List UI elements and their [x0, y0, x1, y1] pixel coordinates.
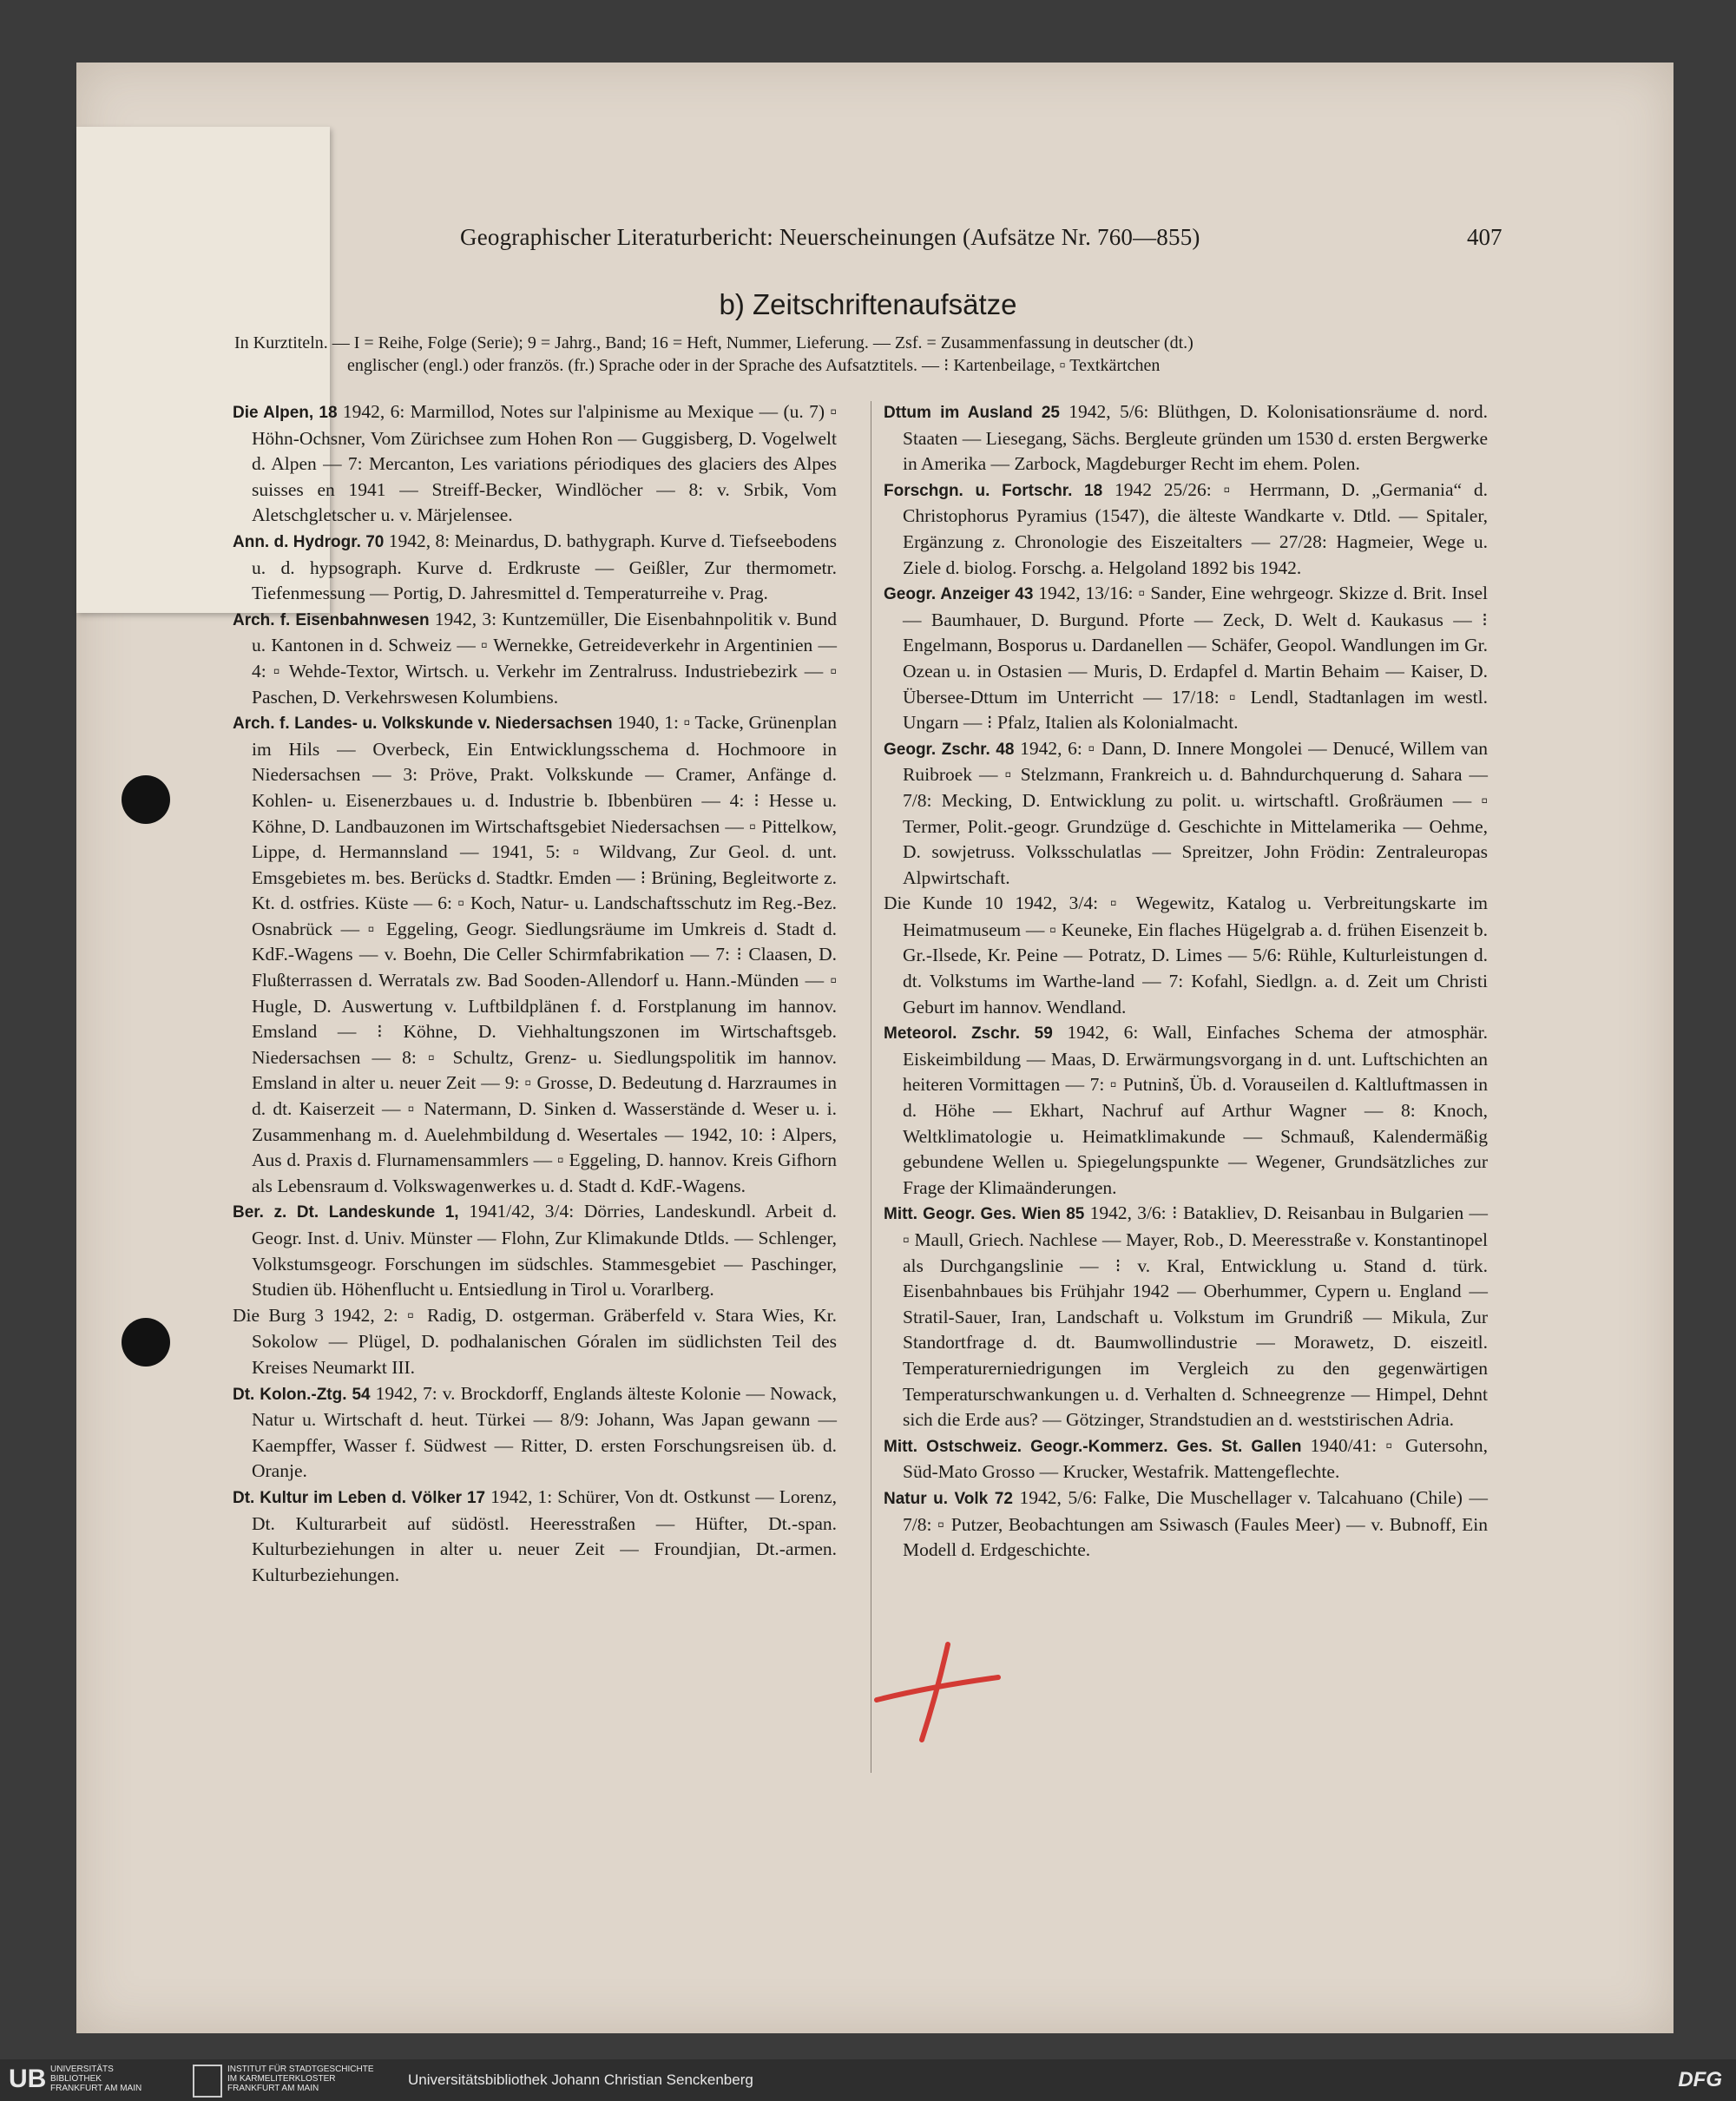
journal-title: Ann. d. Hydrogr. 70 [233, 532, 385, 551]
institute-emblem-icon [193, 2065, 222, 2098]
entry-text: 1942, 1: Schürer, Von dt. Ostkunst — Lorenz, Dt. Kulturarbeit auf südöstl. Heeresstraßen — Hüfter, Dt.-span. Kulturbeziehungen in alter u. neuer Zeit — Froundjian, Dt.-armen. Kulturbeziehungen. [252, 1485, 837, 1585]
entry-text: 1941/42, 3/4: Dörries, Landeskundl. Arbeit d. Geogr. Inst. d. Univ. Münster — Flohn, Zur Klimakunde Dtlds. — Schlenger, Volkstumsgeogr. Forschungen im südschles. Stammesgebiet — Paschinger, Studien üb. Höhenflucht u. Entsiedlung in Tirol u. Vorarlberg. [252, 1201, 837, 1301]
right-column [884, 399, 1488, 1564]
bibliography-entry [233, 607, 837, 710]
library-name: Universitätsbibliothek Johann Christian Senckenberg [408, 2071, 753, 2088]
journal-title: Dttum im Ausland 25 [884, 404, 1060, 422]
bibliography-entry [233, 1199, 837, 1302]
entry-text: 1942, 6: Marmillod, Notes sur l'alpinisme au Mexique — (u. 7) ▫ Höhn-Ochsner, Vom Zürichsee zum Hohen Ron — Guggisberg, D. Vogelwelt d. Alpen — 7: Mercanton, Les variations périodiques des glaciers des Alpes suisses en 1941 — Streiff-Becker, Windlöcher — 8: v. Srbik, Vom Aletschgletscher u. v. Märjelensee. [252, 401, 837, 526]
entry-text: 1940, 1: ▫ Tacke, Grünenplan im Hils — Overbeck, Ein Entwicklungsschema d. Hochmoore in Niedersachsen — 3: Pröve, Prakt. Volkskunde — Cramer, Anfänge d. Kohlen- u. Eisenerzbaues u. d. Industrie b. Ibbenbüren — 4: ⁝ Hesse u. Köhne, D. Landbauzonen im Wirtschaftsgebiet Niedersachsen — ▫ Pittelkow, Lippe, d. Hermannsland — 1941, 5: ▫ Wildvang, Zur Geol. d. unt. Emsgebietes m. bes. Berücks d. Stadtkr. Emden — ⁝ Brüning, Begleitworte z. Kt. d. ostfries. Küste — 6: ▫ Koch, Natur- u. Landschaftsschutz im Reg.-Bez. Osnabrück — ▫ Eggeling, Geogr. Siedlungsräume im Umkreis d. Stadt d. KdF.-Wagens — v. Boehn, Die Celler Schirmfabrikation — 7: ⁝ Claasen, D. Flußterrassen d. Werratals zw. Bad Sooden-Allendorf u. Hann.-Münden — ▫ Hugle, D. Auswertung v. Luftbildplänen f. d. Forstplanung im hannov. Emsland — ⁝ Köhne, D. Viehhaltungszonen im Wirtschaftsgeb. Niedersachsen — 8: ▫ Schultz, Grenz- u. Siedlungspolitik im hannov. Emsland in alter u. neuer Zeit — 9: ▫ Grosse, D. Bedeutung d. Harzraumes in d. dt. Kaiserzeit — ▫ Natermann, D. Sinken d. Wasserstände d. Weser u. i. Zusammenhang m. d. Auelehmbildung d. Wesertales — 1942, 10: ⁝ Alpers, Aus d. Praxis d. Flurnamensammlers — ▫ Eggeling, D. hannov. Kreis Gifhorn als Lebensraum d. Volkswagenwerkes u. d. Stadt d. KdF.-Wagens. [252, 712, 837, 1196]
journal-title: Arch. f. Eisenbahnwesen [233, 610, 430, 629]
ub-logo: UB [9, 2065, 47, 2093]
journal-title: Meteorol. Zschr. 59 [884, 1024, 1053, 1044]
entry-text: 1942, 3: Kuntzemüller, Die Eisenbahnpolitik v. Bund u. Kantonen in d. Schweiz — ▫ Wernekke, Getreideverkehr in Argentinien — 4: ▫ Wehde-Textor, Wirtsch. u. Verkehr im Zentralruss. Industriebezirk — ▫ Paschen, D. Verkehrswesen Kolumbiens. [252, 608, 837, 708]
running-head: Geographischer Literaturbericht: Neuerscheinungen (Aufsätze Nr. 760—855) [460, 224, 1200, 250]
entry-text: 1942, 6: Wall, Einfaches Schema der atmosphär. Eiskeimbildung — Maas, D. Erwärmungsvorgang in d. unt. Luftschichten an heiteren Vormittagen — 7: ▫ Putninš, Üb. d. Vorauseilen d. Kaltluftmassen in d. Höhe — Ekhart, Nachruf auf Arthur Wagner — 8: Knoch, Weltklimatologie u. Heimatklimakunde — Schmauß, Kalendermäßig gebundene Wellen u. Spiegelungspunkte — Wegener, Grundsätzliches zur Frage der Klimaänderungen. [903, 1022, 1488, 1198]
bibliography-entry [233, 1485, 837, 1588]
bibliography-entry [884, 736, 1488, 892]
legend-line-2: englischer (engl.) oder französ. (fr.) Sprache oder in der Sprache des Aufsatztitels. — ⁝ Kartenbeilage, ▫ Textkärtchen [347, 356, 1161, 375]
ub-name: UNIVERSITÄTS BIBLIOTHEK FRANKFURT AM MAIN [50, 2065, 142, 2093]
bibliography-entry [233, 1381, 837, 1485]
pencil-cross-mark [868, 1639, 1007, 1743]
bibliography-entry [233, 529, 837, 607]
section-title: b) Zeitschriftenaufsätze [719, 288, 1017, 320]
bibliography-entry [233, 399, 837, 529]
journal-title: Mitt. Ostschweiz. Geogr.-Kommerz. Ges. St. Gallen [884, 1437, 1302, 1456]
bibliography-entry [233, 1303, 837, 1381]
bibliography-entry [884, 399, 1488, 478]
bibliography-entry [884, 1020, 1488, 1201]
abbreviation-legend [234, 332, 1397, 377]
journal-title: Arch. f. Landes- u. Volkskunde v. Niedersachsen [233, 715, 613, 734]
legend-line-1: In Kurztiteln. — I = Reihe, Folge (Serie); 9 = Jahrg., Band; 16 = Heft, Nummer, Lieferung. — Zsf. = Zusammenfassung in deutscher (dt.) [234, 333, 1194, 352]
page-number: 407 [1467, 224, 1503, 250]
entry-text: 1942, 8: Meinardus, D. bathygraph. Kurve d. Tiefseebodens u. d. hypsograph. Kurve d. Erdkruste — Geißler, Zur thermometr. Tiefenmessung — Portig, D. Jahresmittel d. Temperaturreihe v. Prag. [252, 530, 837, 604]
journal-title: Dt. Kolon.-Ztg. 54 [233, 1385, 371, 1404]
journal-title: Dt. Kultur im Leben d. Völker 17 [233, 1488, 486, 1507]
journal-title: Forschgn. u. Fortschr. 18 [884, 481, 1103, 500]
entry-text: 1942, 6: ▫ Dann, D. Innere Mongolei — Denucé, Willem van Ruibroek — ▫ Stelzmann, Frankreich u. d. Bahndurchquerung d. Sahara — 7/8: Mecking, D. Entwicklung zu polit. u. wirtschaftl. Großräumen — ▫ Termer, Polit.-geogr. Grundzüge d. Geschichte in Mittelamerika — Oehme, D. sowjetruss. Volksschulatlas — Spreitzer, John Frödin: Zentraleuropas Alpwirtschaft. [903, 737, 1488, 888]
left-column [233, 399, 837, 1588]
entry-text: Die Burg 3 1942, 2: ▫ Radig, D. ostgerman. Gräberfeld v. Stara Wies, Kr. Sokolow — Plügel, D. podhalanischen Góralen im südlichsten Teil des Kreises Neumarkt III. [233, 1304, 837, 1378]
bibliography-entry [233, 710, 837, 1199]
punch-hole-upper [122, 775, 170, 824]
bibliography-entry [884, 1433, 1488, 1485]
journal-title: Die Alpen, 18 [233, 404, 338, 422]
entry-text: 1940/41: ▫ Gutersohn, Süd-Mato Grosso — Krucker, Westafrik. Mattengeflechte. [903, 1434, 1488, 1483]
journal-title: Geogr. Anzeiger 43 [884, 585, 1034, 604]
entry-text: 1942, 5/6: Falke, Die Muschellager v. Talcahuano (Chile) — 7/8: ▫ Putzer, Beobachtungen am Ssiwasch (Faules Meer) — v. Bubnoff, Ein Modell d. Erdgeschichte. [903, 1486, 1488, 1561]
institute-name: INSTITUT FÜR STADTGESCHICHTE IM KARMELITERKLOSTER FRANKFURT AM MAIN [227, 2065, 374, 2093]
entry-text: 1942, 5/6: Blüthgen, D. Kolonisationsräume d. nord. Staaten — Liesegang, Sächs. Bergleute gründen um 1530 d. ersten Bergwerke in Amerika — Zarbock, Magdeburger Recht im ehem. Polen. [903, 401, 1488, 475]
bibliography-entry [884, 1201, 1488, 1432]
bibliography-entry [884, 891, 1488, 1020]
entry-text: 1942 25/26: ▫ Herrmann, D. „Germania“ d. Christophorus Pyramius (1547), die älteste Wandkarte v. Dtld. — Spitaler, Ergänzung z. Chronologie des Eiszeitalters — 27/28: Hagmeier, Wege u. Ziele d. biolog. Forschg. a. Helgoland 1892 bis 1942. [903, 478, 1488, 578]
footer-bar [0, 2059, 1736, 2101]
dfg-logo: DFG [1678, 2068, 1722, 2091]
punch-hole-lower [122, 1318, 170, 1367]
journal-title: Mitt. Geogr. Ges. Wien 85 [884, 1205, 1085, 1224]
journal-title: Geogr. Zschr. 48 [884, 740, 1015, 759]
entry-text: 1942, 3/6: ⁝ Batakliev, D. Reisanbau in Bulgarien — ▫ Maull, Griech. Nachlese — Mayer, Rob., D. Meeresstraße v. Konstantinopel als Durchgangslinie — ⁝ v. Kral, Entwicklung u. Stand d. türk. Eisenbahnbaues bis Frühjahr 1942 — Oberhummer, Cypern u. England — Stratil-Sauer, Iran, Landschaft u. Volkstum im Grundriß — Mikula, Zur Standortfrage d. dt. Baumwollindustrie — Morawetz, D. eiszeitl. Temperaturerniedrigungen im Vergleich zu den gegenwärtigen Temperaturschwankungen u. d. Verhalten d. Schneegrenze — Himpel, Dehnt sich die Erde aus? — Götzinger, Strandstudien an d. weststirischen Adria. [903, 1202, 1488, 1431]
bibliography-entry [884, 478, 1488, 581]
entry-text: Die Kunde 10 1942, 3/4: ▫ Wegewitz, Katalog u. Verbreitungskarte im Heimatmuseum — ▫ Keuneke, Ein flaches Hügelgrab a. d. frühen Eisenzeit b. Gr.-Ilsede, Kr. Peine — Potratz, D. Limes — 5/6: Rühle, Kulturleistungen d. dt. Volkstums im Warthe-land — 7: Kofahl, Siedlgn. a. d. Zeit um Christi Geburt im hannov. Wendland. [884, 892, 1488, 1018]
journal-title: Ber. z. Dt. Landeskunde 1, [233, 1203, 459, 1222]
entry-text: 1942, 7: v. Brockdorff, Englands älteste Kolonie — Nowack, Natur u. Wirtschaft d. heut. Türkei — 8/9: Johann, Was Japan gewann — Kaempffer, Wasser f. Südwest — Ritter, D. ersten Forschungsreisen üb. d. Oranje. [252, 1382, 837, 1482]
journal-title: Natur u. Volk 72 [884, 1489, 1013, 1508]
bibliography-entry [884, 581, 1488, 736]
entry-text: 1942, 13/16: ▫ Sander, Eine wehrgeogr. Skizze d. Brit. Insel — Baumhauer, D. Burgund. Pforte — Zeck, D. Welt d. Kaukasus — ⁝ Engelmann, Bosporus u. Dardanellen — Schäfer, Geopol. Wandlungen im Gr. Ozean u. in Ostasien — Muris, D. Erdapfel d. Martin Behaim — Kaiser, D. Übersee-Dttum im Unterricht — 17/18: ▫ Lendl, Stadtanlagen im westl. Ungarn — ⁝ Pfalz, Italien als Kolonialmacht. [903, 583, 1488, 734]
bibliography-entry [884, 1485, 1488, 1564]
